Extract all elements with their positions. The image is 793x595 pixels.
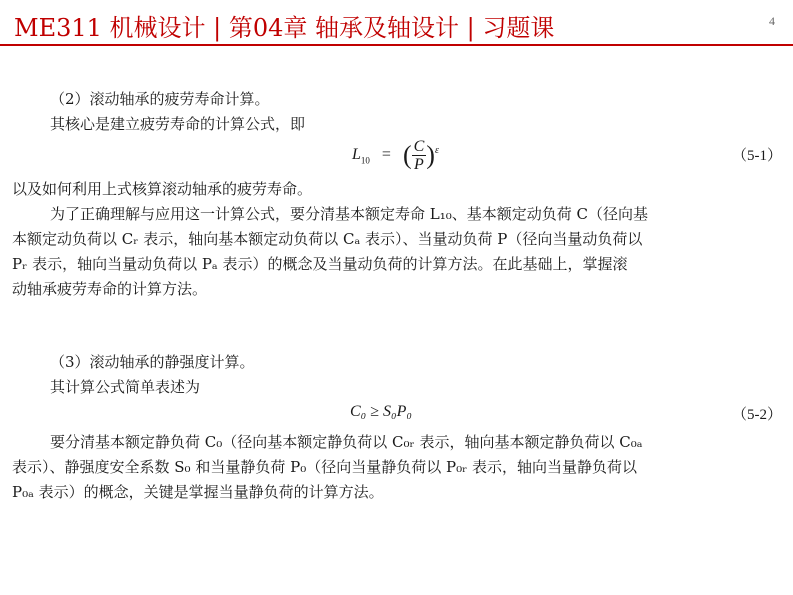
section-3-para-line-3: P₀ₐ 表示）的概念，关键是掌握当量静负荷的计算方法。 (12, 483, 384, 501)
eq-lhs-sub: 10 (360, 155, 370, 166)
slide-header (0, 0, 793, 48)
section-2-para-line-1: 为了正确理解与应用这一计算公式，要分清基本额定寿命 L₁₀、基本额定动负荷 C（径向基 (50, 205, 649, 223)
equation-5-1 (12, 138, 782, 178)
section-2-para-line-3: Pᵣ 表示，轴向当量动负荷以 Pₐ 表示）的概念及当量动负荷的计算方法。在此基础上，掌握滚 (12, 255, 628, 273)
eq-numerator: C (413, 138, 425, 155)
section-3-intro: 其计算公式简单表述为 (50, 378, 201, 396)
section-spacer (12, 303, 782, 351)
section-3-heading: （3）滚动轴承的静强度计算。 (50, 353, 255, 371)
section-2-intro: 其核心是建立疲劳寿命的计算公式，即 (50, 115, 306, 133)
eq-exponent: ε (434, 144, 439, 156)
equation-5-1-label: （5-1） (732, 148, 782, 164)
equation-5-2-formula: C₀ ≥ S₀P₀ (350, 403, 412, 420)
page-number: 4 (769, 14, 775, 28)
eq-fraction (412, 138, 427, 173)
eq-equals: = (381, 146, 391, 164)
section-2-para-line-2: 本额定动负荷以 Cᵣ 表示，轴向基本额定动负荷以 Cₐ 表示）、当量动负荷 P（径向当量动负荷以 (12, 230, 643, 248)
slide-title: ME311 机械设计 | 第04章 轴承及轴设计 | 习题课 (14, 14, 555, 42)
eq-left-paren: ( (402, 140, 412, 170)
section-2-heading: （2）滚动轴承的疲劳寿命计算。 (50, 90, 270, 108)
section-2-para-line-4: 动轴承疲劳寿命的计算方法。 (12, 280, 208, 298)
section-3-para-line-2: 表示）、静强度安全系数 S₀ 和当量静负荷 P₀（径向当量静负荷以 P₀ᵣ 表示，轴向当量静负荷以 (12, 458, 638, 476)
section-3-para-line-1: 要分清基本额定静负荷 C₀（径向基本额定静负荷以 C₀ᵣ 表示，轴向基本额定静负荷以 C₀ₐ (50, 433, 643, 451)
equation-5-2-label: （5-2） (732, 407, 782, 423)
section-2-after-eq: 以及如何利用上式核算滚动轴承的疲劳寿命。 (12, 180, 313, 198)
header-divider (0, 44, 793, 46)
eq-right-paren: ) (426, 140, 435, 170)
slide-body (12, 88, 782, 506)
equation-5-2 (12, 401, 782, 431)
equation-5-1-formula (352, 138, 439, 173)
eq-lhs: L (352, 146, 361, 164)
eq-denominator: P (414, 156, 424, 173)
